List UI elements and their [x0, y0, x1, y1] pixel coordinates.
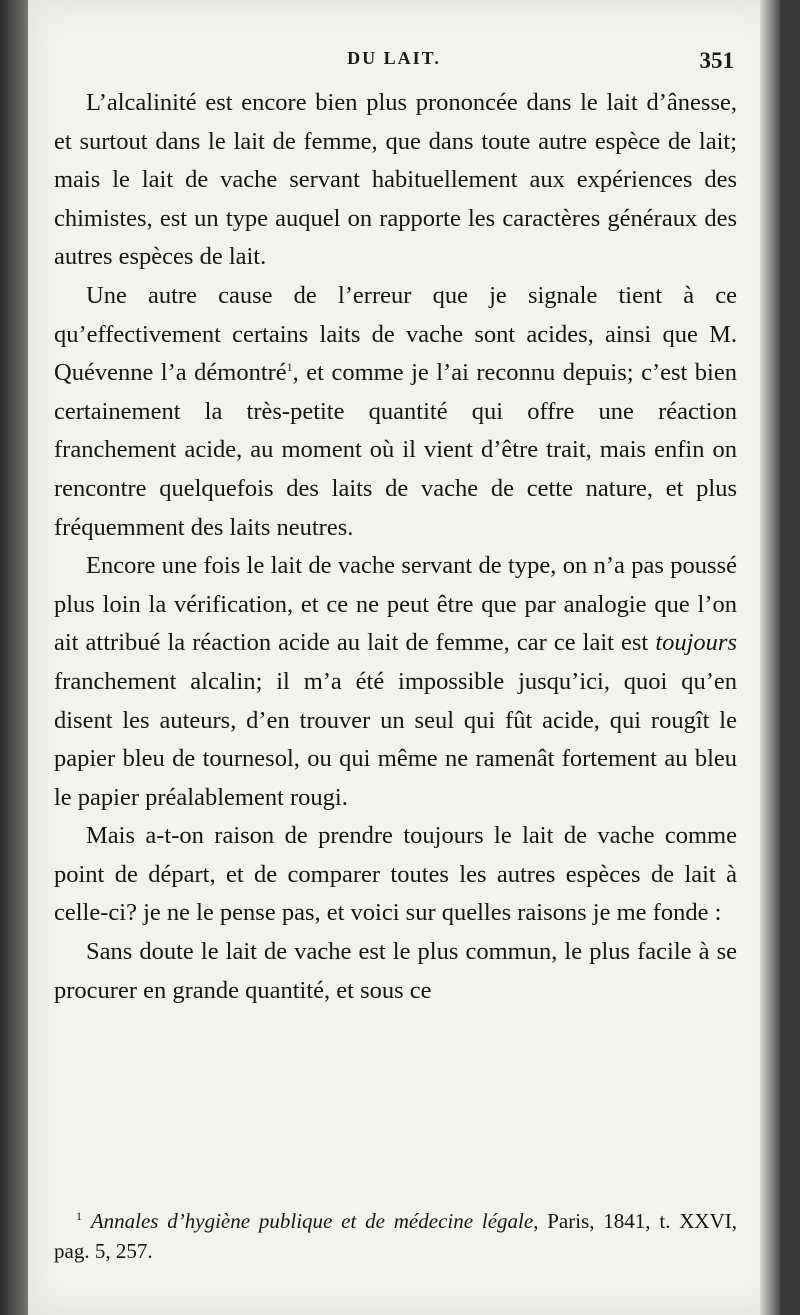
- text-run: Mais a-t-on raison de prendre toujours le lait de vache comme point de départ, et de comparer toutes les autres espèces de lait à celle-ci? je ne le pense pas, et voici sur quelles raisons je me fonde :: [54, 822, 737, 927]
- page-number: 351: [699, 48, 734, 73]
- paragraph: [54, 84, 737, 277]
- body-text: [54, 84, 737, 1010]
- paragraph: [54, 933, 737, 1010]
- text-run: Une autre cause de l’erreur que je signale tient à ce qu’effectivement certains laits de vache sont acides, ainsi que M. Quévenne l’a démontré: [54, 281, 737, 387]
- text-run: L’alcalinité est encore bien plus prononcée dans le lait d’ânesse, et surtout dans le lait de femme, que dans toute autre espèce de lait; mais le lait de vache servant habituellement aux expériences des chimistes, est un type auquel on rapporte les caractères généraux des autres espèces de lait.: [54, 89, 737, 271]
- running-title: DU LAIT.: [347, 48, 441, 68]
- footnote: [54, 1206, 737, 1266]
- page-header: [54, 48, 734, 78]
- page-shadow-left: [0, 0, 30, 1315]
- footnote-marker: 1: [76, 1209, 82, 1223]
- footnote-reference: 1: [286, 360, 293, 374]
- text-run: , et comme je l’ai reconnu depuis; c’est bien certainement la très-petite quantité qui offre une réaction franchement acide, au moment où il vient d’être trait, mais enfin on rencontre quelquefois des laits de vache de cette nature, et plus fréquemment des laits neutres.: [54, 359, 737, 541]
- paragraph: [54, 547, 737, 817]
- italic-text-run: toujours: [655, 629, 737, 657]
- footnote-citation-title: Annales d’hygiène publique et de médecine légale: [90, 1209, 534, 1233]
- text-run: franchement alcalin; il m’a été impossible jusqu’ici, quoi qu’en disent les auteurs, d’en trouver un seul qui fût acide, qui rougît le papier bleu de tournesol, ou qui même ne ramenât fortement au bleu le papier préalablement rougi.: [54, 667, 737, 811]
- paragraph: [54, 277, 737, 547]
- footnote-citation-details: , Paris, 1841, t. XXVI, pag. 5, 257.: [54, 1209, 738, 1263]
- text-run: Sans doute le lait de vache est le plus commun, le plus facile à se procurer en grande quantité, et sous ce: [54, 938, 737, 1004]
- page-shadow-right: [760, 0, 780, 1315]
- text-run: Encore une fois le lait de vache servant de type, on n’a pas poussé plus loin la vérification, et ce ne peut être que par analogie que l’on ait attribué la réaction acide au lait de femme, car ce lait est: [54, 552, 737, 657]
- paragraph: [54, 817, 737, 933]
